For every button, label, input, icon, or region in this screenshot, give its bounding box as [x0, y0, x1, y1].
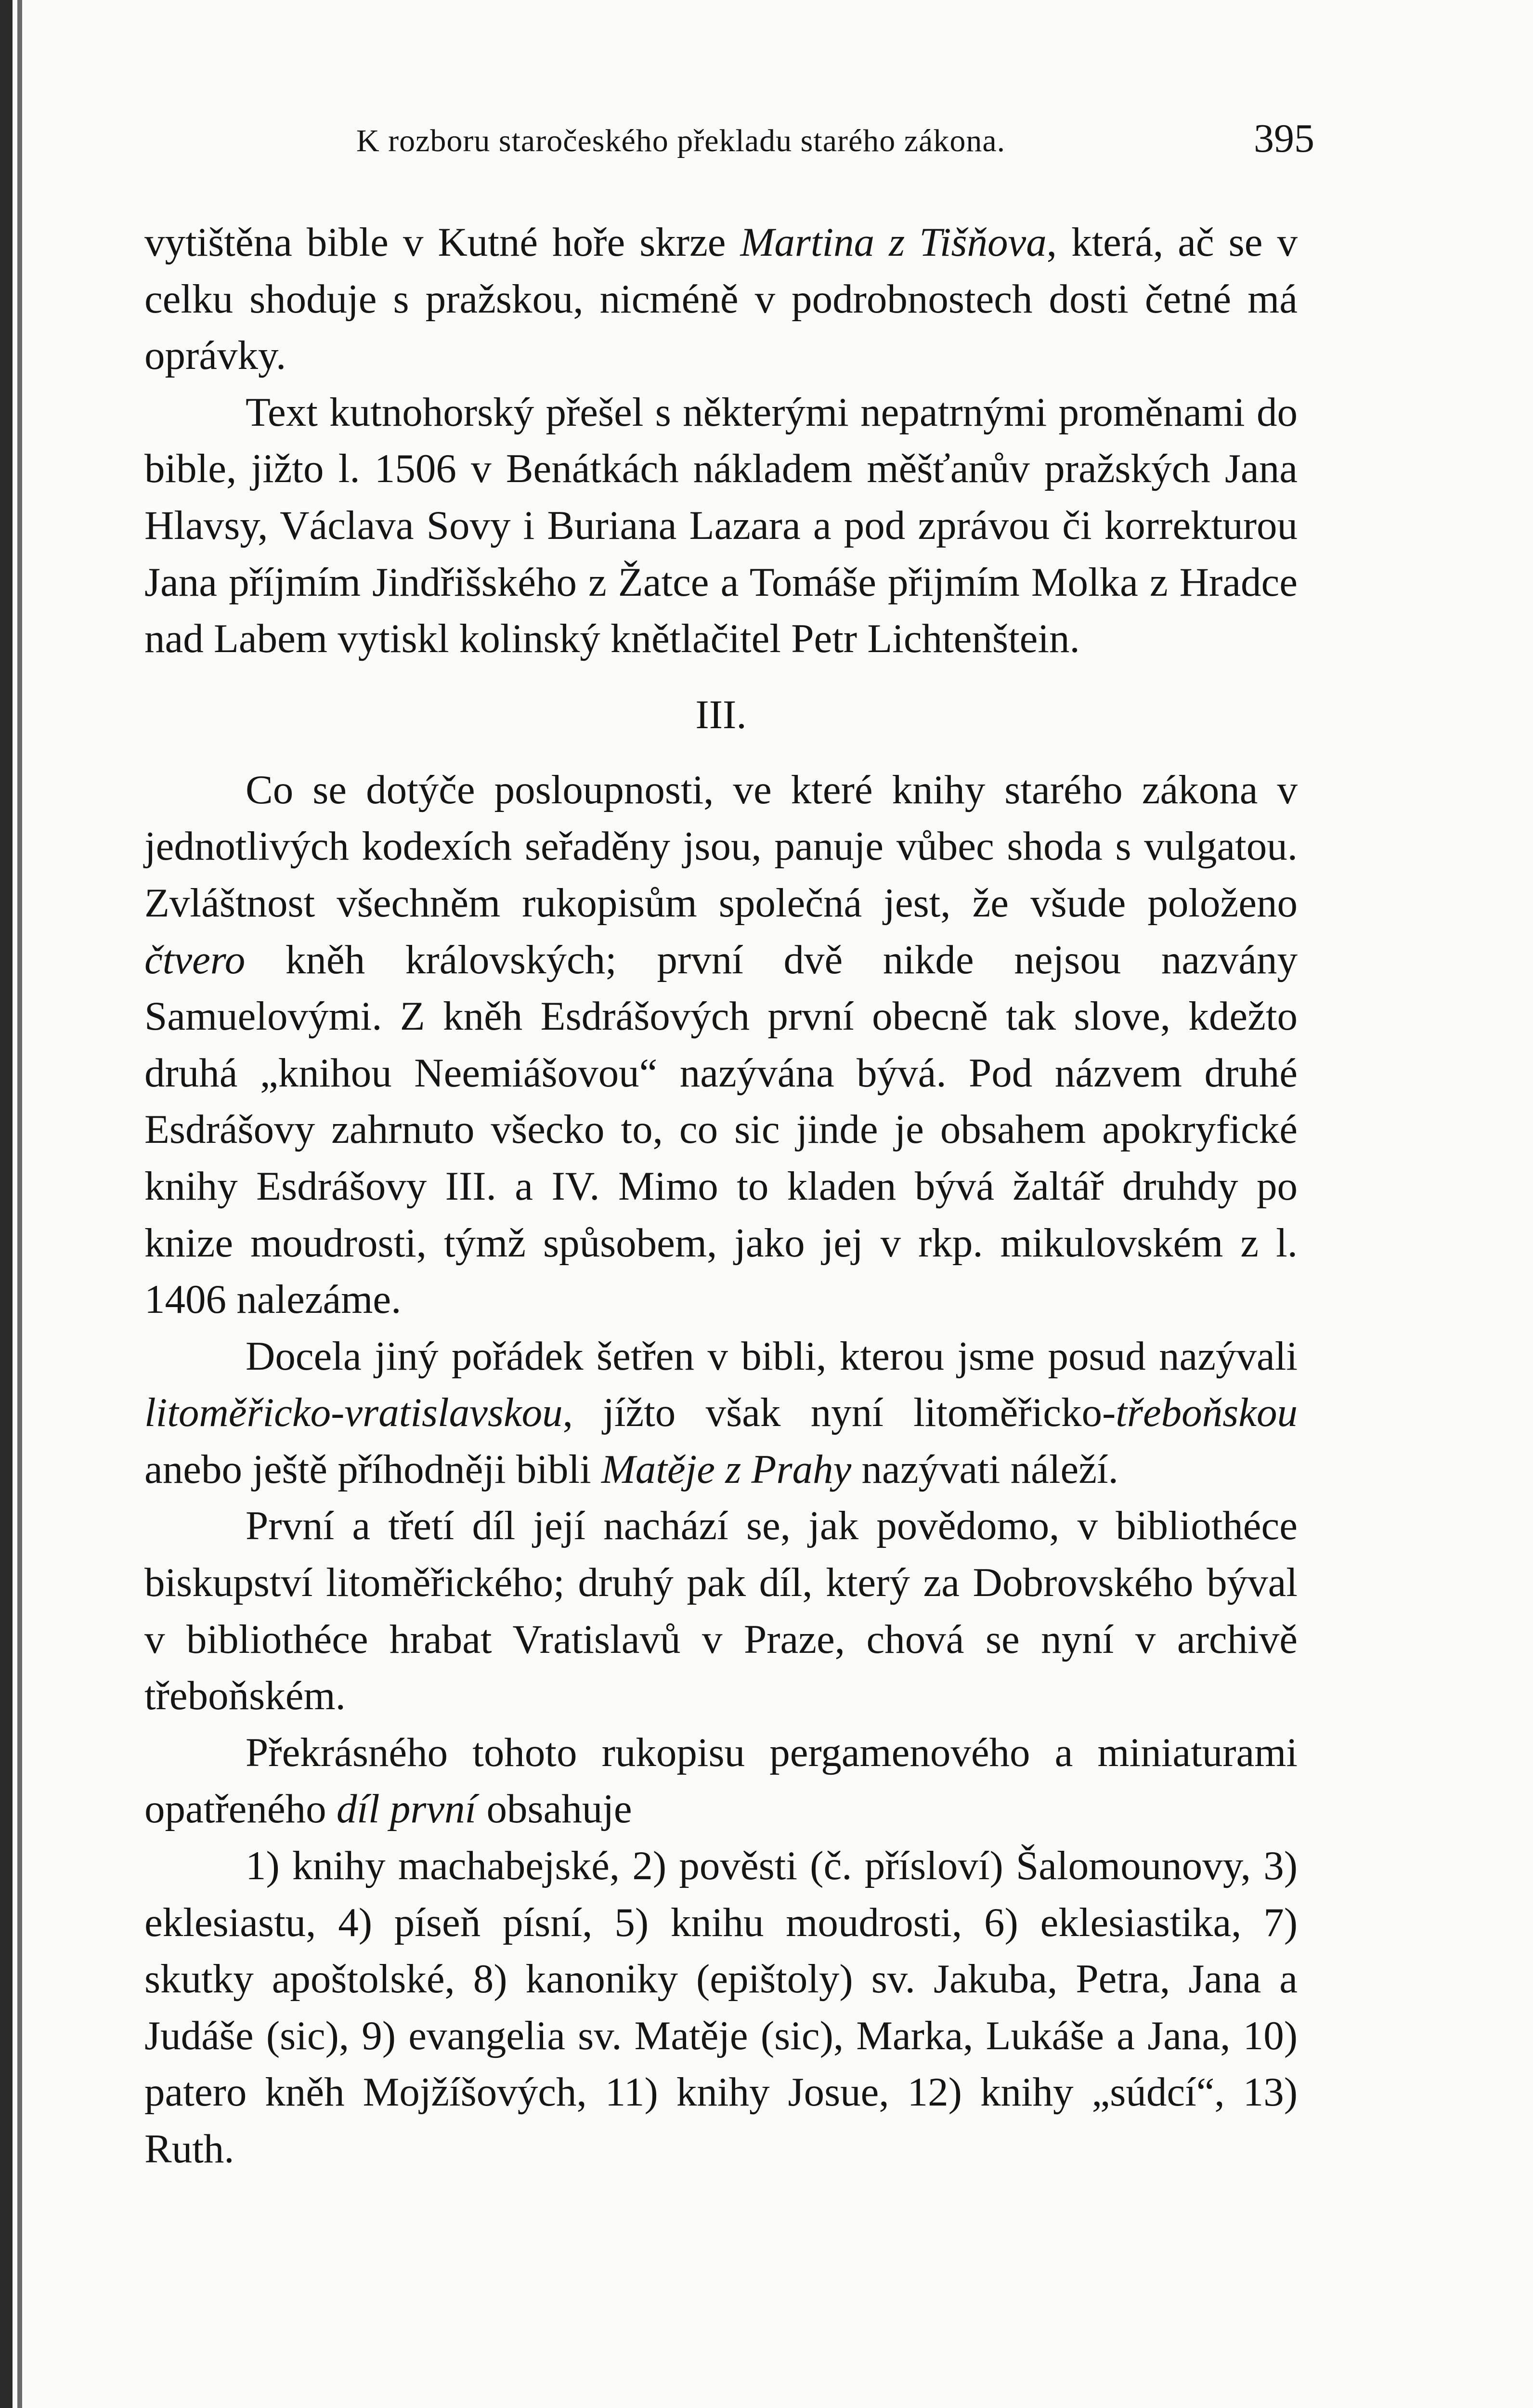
- running-title: K rozboru staročeského překladu starého zákona.: [356, 123, 1006, 158]
- paragraph-1-text-b: , která, ač se v celku shoduje s pražskou, nicméně v podrobnostech dosti četné má oprávky.: [144, 220, 1298, 379]
- paragraph-6-emphasis: díl první: [336, 1786, 477, 1832]
- page-header: [144, 113, 1314, 176]
- paragraph-4-text-d: nazývati náleží.: [851, 1446, 1118, 1492]
- paragraph-6: [144, 1725, 1298, 1838]
- paragraph-4-emphasis-3: Matěje z Prahy: [601, 1446, 852, 1492]
- page-edge-shadow: [0, 0, 13, 2408]
- paragraph-2: Text kutnohorský přešel s některými nepatrnými proměnami do bible, jižto l. 1506 v Benátkách nákladem měšťanův pražských Jana Hlavsy, Václava Sovy i Buriana Lazara a pod zprávou či korrekturou Jana příjmím Jindřišského z Žatce a Tomáše přijmím Molka z Hradce nad Labem vytiskl kolinský knětlačitel Petr Lichtenštein.: [144, 389, 1298, 662]
- paragraph-3-text-a: Co se dotýče posloupnosti, ve které knihy starého zákona v jednotlivých kodexích seřaděny jsou, panuje vůbec shoda s vulgatou. Zvláštnost všechněm rukopisům společná jest, že všude položeno: [144, 767, 1298, 926]
- paragraph-1-name: Martina z Tišňova: [740, 220, 1047, 265]
- page-number: 395: [1254, 116, 1314, 161]
- paragraph-3: [144, 762, 1298, 1328]
- paragraph-4-text-b: , jížto však nyní litoměřicko-: [562, 1390, 1116, 1436]
- paragraph-6-text-a: Překrásného tohoto rukopisu pergamenového a miniaturami opatřeného: [144, 1729, 1298, 1832]
- section-heading: III.: [695, 692, 747, 737]
- paragraph-7-book-list: 1) knihy machabejské, 2) pověsti (č. přísloví) Šalomounovy, 3) eklesiastu, 4) píseň písní, 5) knihu moudrosti, 6) eklesiastika, 7) skutky apoštolské, 8) kanoniky (epištoly) sv. Jakuba, Petra, Jana a Judáše (sic), 9) evangelia sv. Matěje (sic), Marka, Lukáše a Jana, 10) patero kněh Mojžíšových, 11) knihy Josue, 12) knihy „súdcí“, 13) Ruth.: [144, 1843, 1298, 2172]
- paragraph-4: [144, 1328, 1298, 1498]
- paragraph-5: První a třetí díl její nachází se, jak povědomo, v bibliothéce biskupství litoměřického; druhý pak díl, který za Dobrovského býval v bibliothéce hrabat Vratislavů v Praze, chová se nyní v archivě třeboňském.: [144, 1503, 1298, 1719]
- paragraph-3-emphasis: čtvero: [144, 937, 246, 982]
- paragraph-4-text-c: anebo ještě příhodněji bibli: [144, 1446, 601, 1492]
- paragraph-1-text-a: vytištěna bible v Kutné hoře skrze: [144, 220, 741, 265]
- paragraph-1: [144, 214, 1298, 384]
- body-text: [144, 214, 1298, 2178]
- paragraph-3-text-b: kněh královských; první dvě nikde nejsou nazvány Samuelovými. Z kněh Esdrášových první obecně tak slove, kdežto druhá „knihou Neemiášovou“ nazývána bývá. Pod názvem druhé Esdrášovy zahrnuto všecko to, co sic jinde je obsahem apokryfické knihy Esdrášovy III. a IV. Mimo to kladen bývá žaltář druhdy po knize moudrosti, týmž spůsobem, jako jej v rkp. mikulovském z l. 1406 nalezáme.: [144, 937, 1298, 1322]
- paragraph-4-emphasis-2: třeboňskou: [1116, 1390, 1298, 1436]
- paragraph-6-text-b: obsahuje: [476, 1786, 632, 1832]
- paragraph-4-text-a: Docela jiný pořádek šetřen v bibli, kterou jsme posud nazývali: [246, 1333, 1298, 1379]
- paragraph-4-emphasis-1: litoměřicko-vratislavskou: [144, 1390, 563, 1436]
- page-edge-line: [17, 0, 22, 2408]
